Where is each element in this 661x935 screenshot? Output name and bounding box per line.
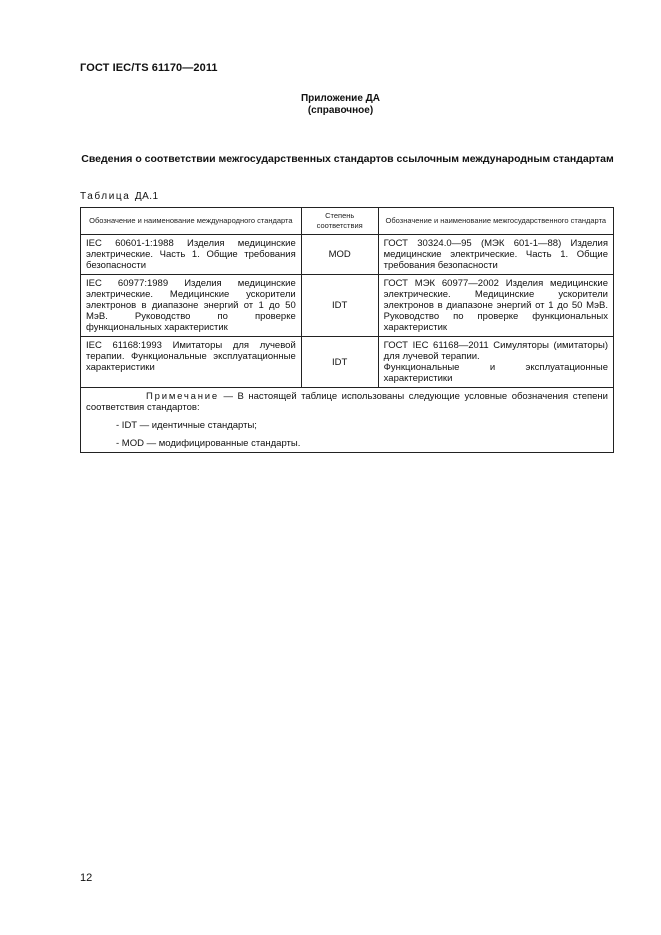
note-body: — В настоящей таблице использованы следующие условные обозначения степени соответствия стандартов: (86, 391, 608, 413)
table-row (81, 337, 614, 388)
cell-international-standard: IEC 61168:1993 Имитаторы для лучевой терапии. Функциональные эксплуатационные характеристики (81, 337, 302, 388)
page-number: 12 (80, 872, 93, 884)
annex-title: Приложение ДА (300, 93, 381, 104)
note-list-item: - IDT — идентичные стандарты; (116, 420, 257, 431)
header-degree-of-correspondence: Степень соответствия (301, 208, 378, 235)
cell-international-standard: IEC 60977:1989 Изделия медицинские электрические. Медицинские ускорители электронов в диапазоне энергий от 1 до 50 МэВ. Руководство по проверке функциональных характеристик (81, 275, 302, 337)
cell-interstate-standard: ГОСТ МЭК 60977—2002 Изделия медицинские электрические. Медицинские ускорители электронов в диапазоне энергий от 1 до 50 МэВ. Руководство по проверке функциональных характеристик (378, 275, 613, 337)
table-row (81, 275, 614, 337)
cell-interstate-line: ГОСТ IEC 61168—2011 Симуляторы (имитаторы) для лучевой терапии. (383, 340, 608, 362)
cell-international-standard: IEC 60601-1:1988 Изделия медицинские электрические. Часть 1. Общие требования безопасности (81, 235, 302, 275)
annex-subtitle: (справочное) (307, 105, 374, 116)
header-international-standard: Обозначение и наименование международного стандарта (81, 208, 302, 235)
cell-interstate-standard (378, 337, 613, 388)
note-list-item: - MOD — модифицированные стандарты. (116, 438, 301, 449)
table-caption-label: Таблица (80, 191, 131, 202)
document-designation: ГОСТ IEC/TS 61170—2011 (80, 62, 218, 74)
table-caption (80, 191, 159, 202)
table-caption-number: ДА.1 (134, 191, 159, 202)
header-interstate-standard: Обозначение и наименование межгосударственного стандарта (378, 208, 613, 235)
correspondence-table (80, 207, 614, 453)
cell-degree: MOD (301, 235, 378, 275)
table-note-row (81, 388, 614, 453)
section-heading: Сведения о соответствии межгосударственных стандартов ссылочным международным стандартам (81, 153, 614, 165)
table-row (81, 235, 614, 275)
note-label: Примечание (146, 391, 219, 402)
table-header-row (81, 208, 614, 235)
cell-degree: IDT (301, 275, 378, 337)
annex-header (0, 93, 661, 117)
cell-interstate-standard: ГОСТ 30324.0—95 (МЭК 601-1—88) Изделия медицинские электрические. Часть 1. Общие требования безопасности (378, 235, 613, 275)
cell-interstate-line: Функциональные и эксплуатационные характеристики (383, 362, 608, 384)
cell-degree: IDT (301, 337, 378, 388)
note-text (86, 391, 608, 413)
table-note (81, 388, 614, 453)
